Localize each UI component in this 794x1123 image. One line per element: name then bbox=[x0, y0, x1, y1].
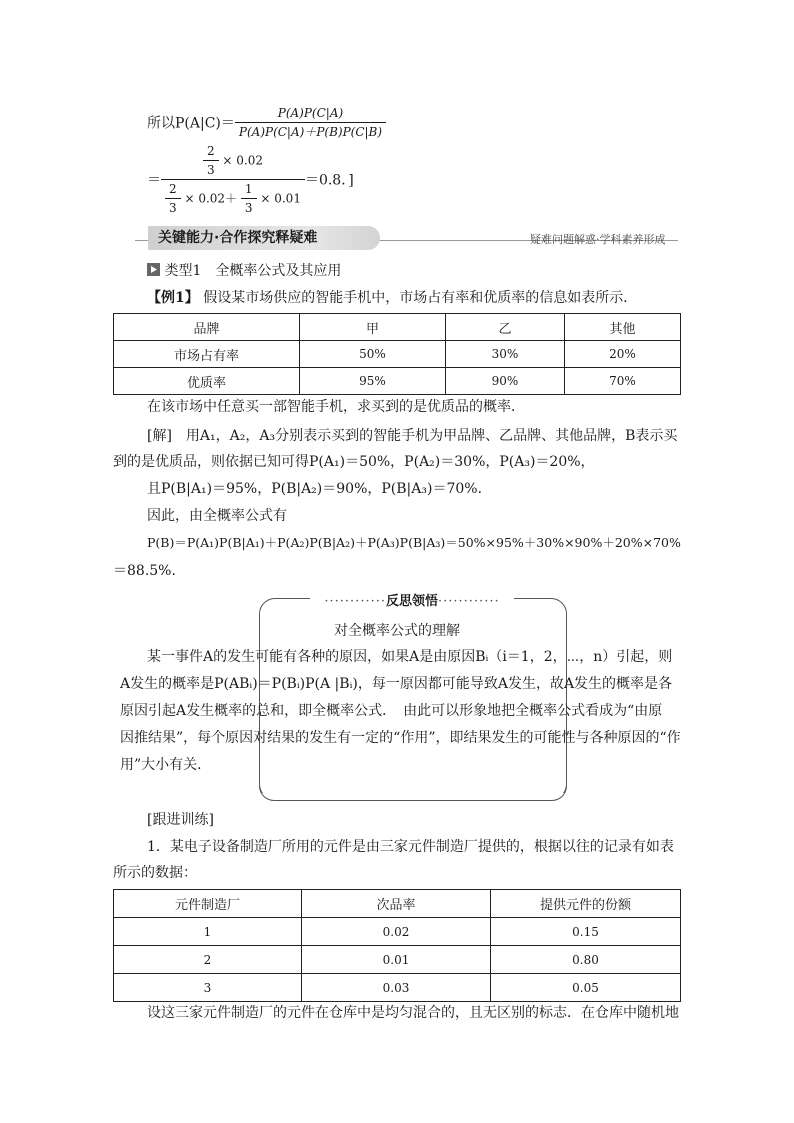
inner-num: 2 bbox=[206, 144, 215, 158]
fraction-denominator-2 bbox=[161, 180, 305, 217]
table-header-row bbox=[114, 314, 681, 341]
reflection-title-bar bbox=[310, 590, 514, 609]
table-row bbox=[114, 368, 681, 395]
practice-line-2: 所示的数据： bbox=[113, 865, 197, 881]
practice-line-1: 1．某电子设备制造厂所用的元件是由三家元件制造厂提供的，根据以往的记录有如表 bbox=[147, 839, 674, 855]
fraction-numerator-2 bbox=[163, 142, 303, 179]
example-tag: 【例1】 bbox=[147, 290, 199, 306]
table-header-row bbox=[114, 890, 681, 918]
formula-result: ＝0.8．] bbox=[304, 172, 354, 189]
table-header-cell: 乙 bbox=[446, 314, 565, 341]
inner-den: 3 bbox=[244, 201, 253, 215]
formula-fraction-1 bbox=[235, 104, 386, 141]
reflection-line-1: 某一事件A的发生可能有各种的原因，如果A是由原因Bᵢ（i＝1，2，⋯，n）引起，则 bbox=[147, 649, 673, 665]
reflection-box-bottom bbox=[259, 786, 567, 801]
denominator-suffix: × 0.01 bbox=[260, 191, 301, 206]
section-title: 关键能力·合作探究释疑难 bbox=[148, 226, 380, 250]
formula-fraction-2 bbox=[161, 142, 305, 217]
solution-line-2: 到的是优质品，则依据已知可得P(A₁)＝50%，P(A₂)＝30%，P(A₃)＝20%， bbox=[113, 454, 595, 470]
reflection-subtitle: 对全概率公式的理解 bbox=[334, 623, 460, 639]
supplier-table bbox=[113, 889, 681, 1002]
table-row bbox=[114, 918, 681, 946]
table-cell: 0.05 bbox=[491, 974, 681, 1002]
formula-line-2 bbox=[147, 142, 354, 217]
formula-eq: ＝ bbox=[147, 172, 161, 189]
play-icon bbox=[147, 263, 160, 276]
inner-num: 2 bbox=[169, 182, 177, 196]
example-text: 假设某市场供应的智能手机中，市场占有率和优质率的信息如表所示． bbox=[203, 290, 638, 306]
reflection-line-4: 因推结果”，每个原因对结果的发生有一定的“作用”，即结果发生的可能性与各种原因的“作 bbox=[120, 730, 681, 746]
practice-line-3: 设这三家元件制造厂的元件在仓库中是均匀混合的，且无区别的标志．在仓库中随机地 bbox=[147, 1005, 679, 1021]
dots-right: ············ bbox=[438, 594, 500, 609]
solution-line-5: P(B)＝P(A₁)P(B|A₁)＋P(A₂)P(B|A₂)＋P(A₃)P(B|A₃)＝50%×95%＋30%×90%＋20%×70% bbox=[147, 535, 681, 550]
table-cell: 3 bbox=[114, 974, 302, 1002]
example-question: 在该市场中任意买一部智能手机，求买到的是优质品的概率． bbox=[147, 399, 525, 415]
table-cell: 30% bbox=[446, 341, 565, 368]
solution-line-3: 且P(B|A₁)＝95%，P(B|A₂)＝90%，P(B|A₃)＝70%． bbox=[147, 481, 492, 497]
table-header-cell: 甲 bbox=[300, 314, 446, 341]
reflection-line-5: 用”大小有关． bbox=[120, 757, 212, 773]
formula-lhs: 所以P(A|C)＝ bbox=[147, 115, 235, 132]
table-cell: 90% bbox=[446, 368, 565, 395]
reflection-line-3: 原因引起A发生概率的总和，即全概率公式． 由此可以形象地把全概率公式看成为“由原 bbox=[120, 703, 663, 719]
table-cell: 0.80 bbox=[491, 946, 681, 974]
practice-label: [跟进训练] bbox=[147, 812, 214, 828]
table-header-cell: 品牌 bbox=[114, 314, 300, 341]
section-tagline: 疑难问题解惑·学科素养形成 bbox=[530, 233, 666, 246]
reflection-title: 反思领悟 bbox=[385, 594, 438, 609]
table-cell: 0.02 bbox=[302, 918, 491, 946]
dots-left: ············ bbox=[324, 594, 386, 609]
table-header-cell: 次品率 bbox=[302, 890, 491, 918]
table-cell: 0.01 bbox=[302, 946, 491, 974]
smartphone-table bbox=[113, 313, 681, 395]
formula-line-1 bbox=[147, 104, 386, 141]
denominator-mid: × 0.02＋ bbox=[184, 191, 238, 206]
table-row bbox=[114, 341, 681, 368]
table-cell: 2 bbox=[114, 946, 302, 974]
table-cell: 市场占有率 bbox=[114, 341, 300, 368]
fraction-denominator: P(A)P(C|A)＋P(B)P(C|B) bbox=[238, 125, 383, 139]
inner-den: 3 bbox=[169, 201, 177, 215]
table-cell: 0.03 bbox=[302, 974, 491, 1002]
example-heading bbox=[147, 287, 637, 307]
table-cell: 20% bbox=[565, 341, 681, 368]
inner-fraction bbox=[203, 142, 219, 179]
table-row bbox=[114, 974, 681, 1002]
table-cell: 优质率 bbox=[114, 368, 300, 395]
table-row bbox=[114, 946, 681, 974]
solution-line-1: [解] 用A₁，A₂，A₃分别表示买到的智能手机为甲品牌、乙品牌、其他品牌，B表示买 bbox=[147, 428, 678, 444]
table-cell: 1 bbox=[114, 918, 302, 946]
inner-num: 1 bbox=[244, 182, 253, 196]
table-header-cell: 提供元件的份额 bbox=[491, 890, 681, 918]
inner-fraction-a bbox=[165, 180, 181, 217]
table-cell: 95% bbox=[300, 368, 446, 395]
table-cell: 0.15 bbox=[491, 918, 681, 946]
fraction-numerator: P(A)P(C|A) bbox=[277, 106, 344, 120]
table-header-cell: 元件制造厂 bbox=[114, 890, 302, 918]
solution-line-6: ＝88.5%． bbox=[113, 563, 186, 579]
type-label: 类型1 全概率公式及其应用 bbox=[164, 263, 342, 279]
reflection-line-2: A发生的概率是P(ABᵢ)＝P(Bᵢ)P(A |Bᵢ)，每一原因都可能导致A发生，故A发生的概率是各 bbox=[120, 676, 673, 692]
table-cell: 70% bbox=[565, 368, 681, 395]
table-cell: 50% bbox=[300, 341, 446, 368]
solution-line-4: 因此，由全概率公式有 bbox=[147, 508, 287, 524]
type-heading bbox=[147, 260, 341, 280]
inner-fraction-b bbox=[241, 180, 257, 217]
inner-den: 3 bbox=[206, 163, 215, 177]
table-header-cell: 其他 bbox=[565, 314, 681, 341]
numerator-suffix: × 0.02 bbox=[222, 153, 263, 168]
